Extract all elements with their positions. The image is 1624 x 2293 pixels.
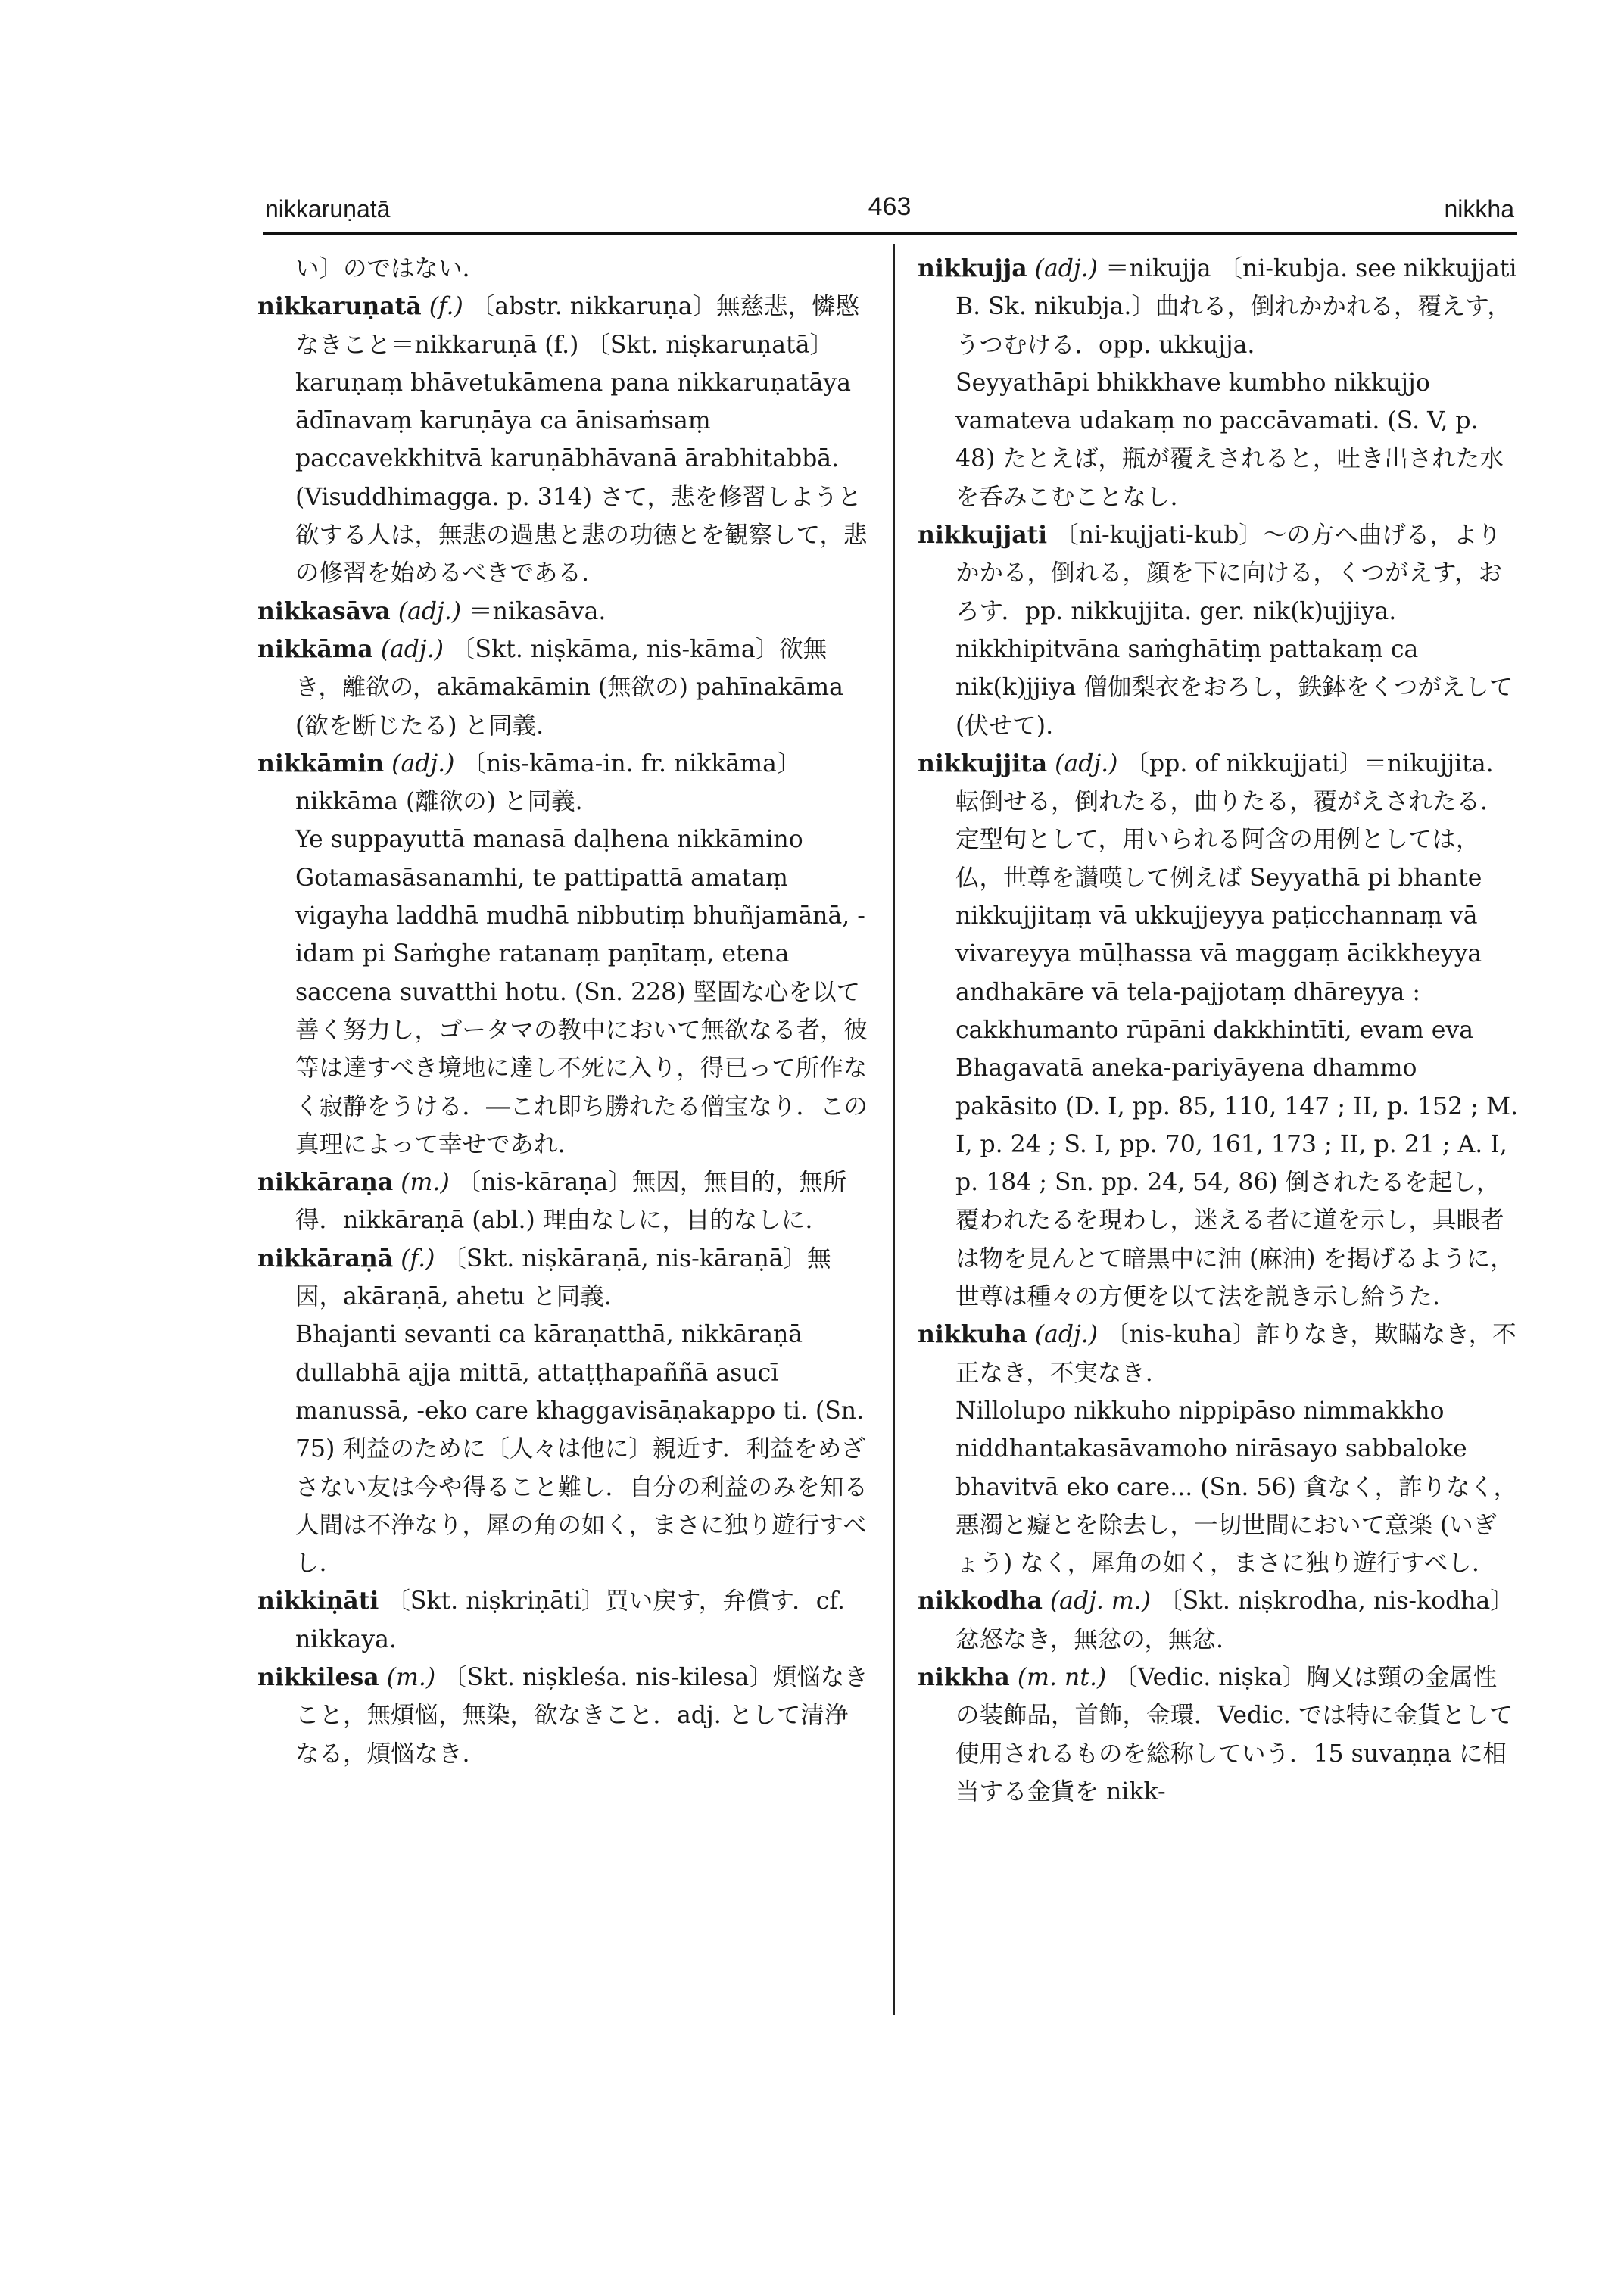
headword: nikkaruṇatā xyxy=(257,292,422,321)
headword: nikkha xyxy=(918,1662,1010,1691)
headword: nikkodha xyxy=(918,1587,1043,1615)
dictionary-entry xyxy=(257,1582,871,1659)
dictionary-entry xyxy=(918,516,1519,745)
grammar-label: (adj.) xyxy=(397,597,462,625)
headword: nikkujjati xyxy=(918,521,1048,550)
definition: 〔nis-kuha〕詐りなき，欺瞞なき，不正なき，不実なき. xyxy=(955,1321,1516,1387)
citation: karuṇaṃ bhāvetukāmena pana nikkaruṇatāya ādīnavaṃ karuṇāya ca ānisaṁsaṃ paccavekkhitvā karuṇābhāvanā ārabhitabbā. (Visuddhimagga. p. 314) さて，悲を修習しようと欲する人は，無悲の過患と悲の功徳とを観察して，悲の修習を始めるべきである. xyxy=(295,369,868,587)
citation: Nillolupo nikkuho nippipāso nimmakkho niddhantakasāvamoho nirāsayo sabbaloke bhavitvā eko care... (Sn. 56) 貪なく，詐りなく，悪濁と癡とを除去し，一切世間において意楽 (いぎょう) なく，犀角の如く，まさに独り遊行すべし. xyxy=(955,1397,1518,1578)
headword: nikkāma xyxy=(257,634,373,663)
dictionary-entry xyxy=(257,288,871,364)
dictionary-entry xyxy=(257,631,871,745)
citation: Ye suppayuttā manasā daḷhena nikkāmino Gotamasāsanamhi, te pattipattā amataṃ vigayha laddhā mudhā nibbutiṃ bhuñjamānā, -idam pi Saṁghe ratanaṃ paṇītaṃ, etena saccena suvatthi hotu. (Sn. 228) 堅固な心を以て善く努力し，ゴータマの教中において無欲なる者，彼等は達すべき境地に達し不死に入り，得已って所作なく寂静をうける．―これ即ち勝れたる僧宝なり．この真理によって幸せであれ. xyxy=(295,826,868,1158)
grammar-label: (adj.) xyxy=(1034,1321,1099,1349)
grammar-label: (f.) xyxy=(401,1245,435,1273)
dictionary-entry xyxy=(918,745,1519,1316)
definition: 〔Skt. niṣkāraṇā, nis-kāraṇā〕無因，akāraṇā, ahetu と同義. xyxy=(295,1245,831,1311)
definition: 〔nis-kāraṇa〕無因，無目的，無所得．nikkāraṇā (abl.) 理由なしに，目的なしに. xyxy=(295,1169,847,1235)
grammar-label: (m. nt.) xyxy=(1017,1663,1107,1691)
definition: 〔Skt. niṣkāma, nis-kāma〕欲無き，離欲の，akāmakāmin (無欲の) pahīnakāma (欲を断じたる) と同義. xyxy=(295,635,843,740)
definition: 〔abstr. nikkaruṇa〕無慈悲，憐愍なきこと＝nikkaruṇā (f.) 〔Skt. niṣkaruṇatā〕 xyxy=(295,293,859,359)
dictionary-entry xyxy=(918,1659,1519,1811)
dictionary-entry xyxy=(257,1659,871,1773)
left-column xyxy=(257,250,871,1773)
headword: nikkāraṇā xyxy=(257,1244,394,1273)
entry-continuation: い〕のではない. xyxy=(295,255,470,282)
page-number: 463 xyxy=(868,192,912,221)
definition: ＝nikujja 〔ni-kubja. see nikkujjati B. Sk. nikubja.〕曲れる，倒れかかれる，覆えす，うつむける．opp. ukkujja. xyxy=(955,255,1517,359)
right-running-headword: nikkha xyxy=(1444,195,1514,223)
dictionary-entry xyxy=(257,1240,871,1316)
column-divider xyxy=(893,244,895,2015)
definition: 〔pp. of nikkujjati〕＝nikujjita. 転倒せる，倒れたる，曲りたる，覆がえされたる．定型句として，用いられる阿含の用例としては，仏，世尊を讃嘆して例えば Seyyathā pi bhante nikkujjitaṃ vā ukkujjeyya paṭicchannaṃ vā vivareyya mūḷhassa vā maggaṃ ācikkheyya andhakāre vā tela-pajjotaṃ dhāreyya : cakkhumanto rūpāni dakkhintīti, evam eva Bhagavatā aneka-pariyāyena dhammo pakāsito (D. I, pp. 85, 110, 147 ; II, p. 152 ; M. I, p. 24 ; S. I, pp. 70, 161, 173 ; II, p. 21 ; A. I, p. 184 ; Sn. pp. 24, 54, 86) 倒されたるを起し，覆われたるを現わし，迷える者に道を示し，具眼者は物を見んとて暗黒中に油 (麻油) を掲げるように，世尊は種々の方便を以て法を説き示し給うた. xyxy=(955,749,1519,1311)
grammar-label: (adj. m.) xyxy=(1049,1587,1152,1615)
headword: nikkujja xyxy=(918,254,1027,282)
right-column xyxy=(918,250,1519,1811)
grammar-label: (adj.) xyxy=(1055,749,1118,777)
headword: nikkāraṇa xyxy=(257,1168,394,1197)
dictionary-entry xyxy=(257,593,871,631)
definition: 〔ni-kujjati-kub〕～の方へ曲げる，よりかかる，倒れる，顔を下に向ける，くつがえす，おろす．pp. nikkujjita. ger. nik(k)ujjiya. nikkhipitvāna saṁghātiṃ pattakaṃ ca nik(k)jjiya 僧伽梨衣をおろし，鉄鉢をくつがえして (伏せて). xyxy=(955,522,1513,740)
grammar-label: (m.) xyxy=(386,1663,436,1691)
definition: 〔nis-kāma-in. fr. nikkāma〕nikkāma (離欲の) と同義. xyxy=(295,749,801,816)
definition: 〔Skt. nișkleśa. nis-kilesa〕煩悩なきこと，無煩悩，無染，欲なきこと．adj. として清浄なる，煩悩なき. xyxy=(295,1663,868,1768)
header-rule xyxy=(263,232,1517,235)
headword: nikkiṇāti xyxy=(257,1587,379,1615)
headword: nikkuha xyxy=(918,1320,1027,1349)
dictionary-entry xyxy=(918,250,1519,364)
headword: nikkasāva xyxy=(257,597,391,625)
dictionary-entry xyxy=(257,1164,871,1240)
headword: nikkujjita xyxy=(918,749,1048,777)
headword: nikkāmin xyxy=(257,749,385,777)
grammar-label: (f.) xyxy=(429,293,463,321)
dictionary-entry xyxy=(257,745,871,821)
definition: 〔Vedic. niṣka〕胸又は頸の金属性の装飾品，首飾，金環．Vedic. では特に金貨として使用されるものを総称していう．15 suvaṇṇa に相当する金貨を nikk- xyxy=(955,1663,1513,1805)
grammar-label: (adj.) xyxy=(391,749,455,777)
definition: 〔Skt. niṣkriṇāti〕買い戻す，弁償す．cf. nikkaya. xyxy=(295,1587,845,1653)
left-running-headword: nikkaruṇatā xyxy=(265,195,391,223)
citation: Bhajanti sevanti ca kāraṇatthā, nikkāraṇā dullabhā ajja mittā, attaṭṭhapaññā asucī manussā, -eko care khaggavisāṇakappo ti. (Sn. 75) 利益のために〔人々は他に〕親近す．利益をめざさない友は今や得ること難し．自分の利益のみを知る人間は不浄なり，犀の角の如く，まさに独り遊行すべし. xyxy=(295,1321,868,1578)
grammar-label: (adj.) xyxy=(380,635,444,663)
definition: ＝nikasāva. xyxy=(469,597,606,625)
grammar-label: (m.) xyxy=(401,1169,450,1197)
running-head xyxy=(265,192,1514,233)
dictionary-entry xyxy=(918,1316,1519,1392)
headword: nikkilesa xyxy=(257,1662,379,1691)
citation: Seyyathāpi bhikkhave kumbho nikkujjo vamateva udakaṃ no paccāvamati. (S. V, p. 48) たとえば，瓶が覆えされると，吐き出された水を呑みこむことなし. xyxy=(955,369,1504,511)
definition: 〔Skt. niṣkrodha, nis-kodha〕忿怒なき，無忿の，無忿. xyxy=(955,1587,1514,1653)
grammar-label: (adj.) xyxy=(1034,255,1098,282)
dictionary-entry xyxy=(918,1582,1519,1659)
